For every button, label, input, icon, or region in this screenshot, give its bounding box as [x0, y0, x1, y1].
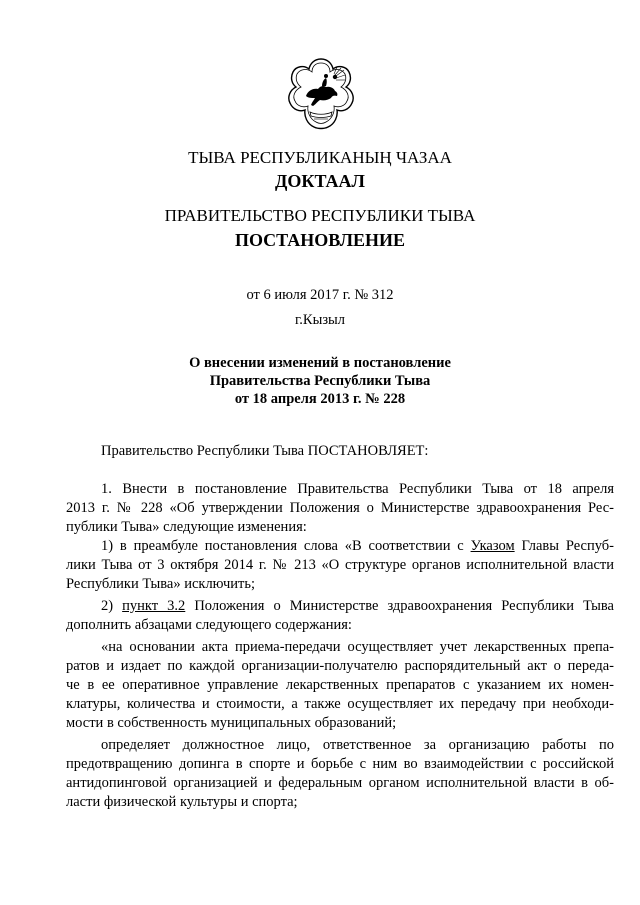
paragraph-1-line: 1. Внести в постановление Правительства Республики Тыва от 18 апреля: [101, 481, 614, 497]
decree-title: [0, 354, 640, 408]
tuvan-government-heading: ТЫВА РЕСПУБЛИКАНЫҢ ЧАЗАА: [188, 148, 452, 167]
doping-paragraph-line: ласти физической культуры и спорта;: [66, 794, 298, 810]
paragraph-1-line: 2013 г. № 228 «Об утверждении Положения о Министерстве здравоохранения Рес-: [66, 500, 614, 516]
item-1-line: лики Тыва от 3 октября 2014 г. № 213 «О структуре органов исполнительной власти: [66, 557, 614, 573]
quoted-paragraph-line: «на основании акта приема-передачи осуществляет учет лекарственных препа-: [101, 639, 614, 655]
decree-date-number: от 6 июля 2017 г. № 312: [246, 287, 394, 303]
quoted-paragraph-line: ратов и издает по каждой организации-получателю распорядительный акт о переда-: [66, 658, 614, 674]
decree-title-line: О внесении изменений в постановление: [189, 355, 451, 371]
item-1-line: Республики Тыва» исключить;: [66, 576, 255, 592]
quoted-paragraph-line: че в ее оперативное управление лекарственных препаратов с указанием их номен-: [66, 677, 614, 693]
item-1-text: 1) в преамбуле постановления слова «В соответствии с: [101, 538, 471, 554]
item-2-line: [101, 597, 614, 615]
russian-decree-heading: ПОСТАНОВЛЕНИЕ: [234, 230, 406, 250]
item-1-text: Главы Респуб-: [514, 538, 614, 554]
item-1-line: [101, 537, 614, 555]
item-2-text: Положения о Министерстве здравоохранения Республики Тыва: [185, 598, 614, 614]
tuva-coat-of-arms-emblem-icon: [284, 56, 358, 134]
ukaz-link[interactable]: Указом: [470, 538, 515, 554]
quoted-paragraph-line: клатуры, количества и стоимости, а также осуществляет их передачу при необходи-: [66, 696, 614, 712]
quoted-paragraph-line: мости в собственность муниципальных образований;: [66, 715, 397, 731]
doping-paragraph-line: предотвращению допинга в спорте и борьбе с ним во взаимодействии с российской: [66, 756, 614, 772]
item-2-line: дополнить абзацами следующего содержания:: [66, 617, 352, 633]
decree-title-line: Правительства Республики Тыва: [209, 373, 431, 389]
paragraph-1-line: публики Тыва» следующие изменения:: [66, 519, 307, 535]
preamble-text: Правительство Республики Тыва ПОСТАНОВЛЯЕТ:: [101, 443, 429, 459]
tuvan-decree-heading: ДОКТААЛ: [275, 171, 365, 191]
punkt-3-2-link[interactable]: пункт 3.2: [122, 598, 186, 614]
decree-title-line: от 18 апреля 2013 г. № 228: [234, 391, 406, 407]
item-2-text: 2): [101, 598, 123, 614]
doping-paragraph-line: антидопинговой организацией и федеральным органом исполнительной власти в об-: [66, 775, 614, 791]
russian-government-heading: ПРАВИТЕЛЬСТВО РЕСПУБЛИКИ ТЫВА: [164, 206, 476, 225]
doping-paragraph-line: определяет должностное лицо, ответственное за организацию работы по: [101, 737, 614, 753]
decree-city: г.Кызыл: [294, 312, 346, 328]
